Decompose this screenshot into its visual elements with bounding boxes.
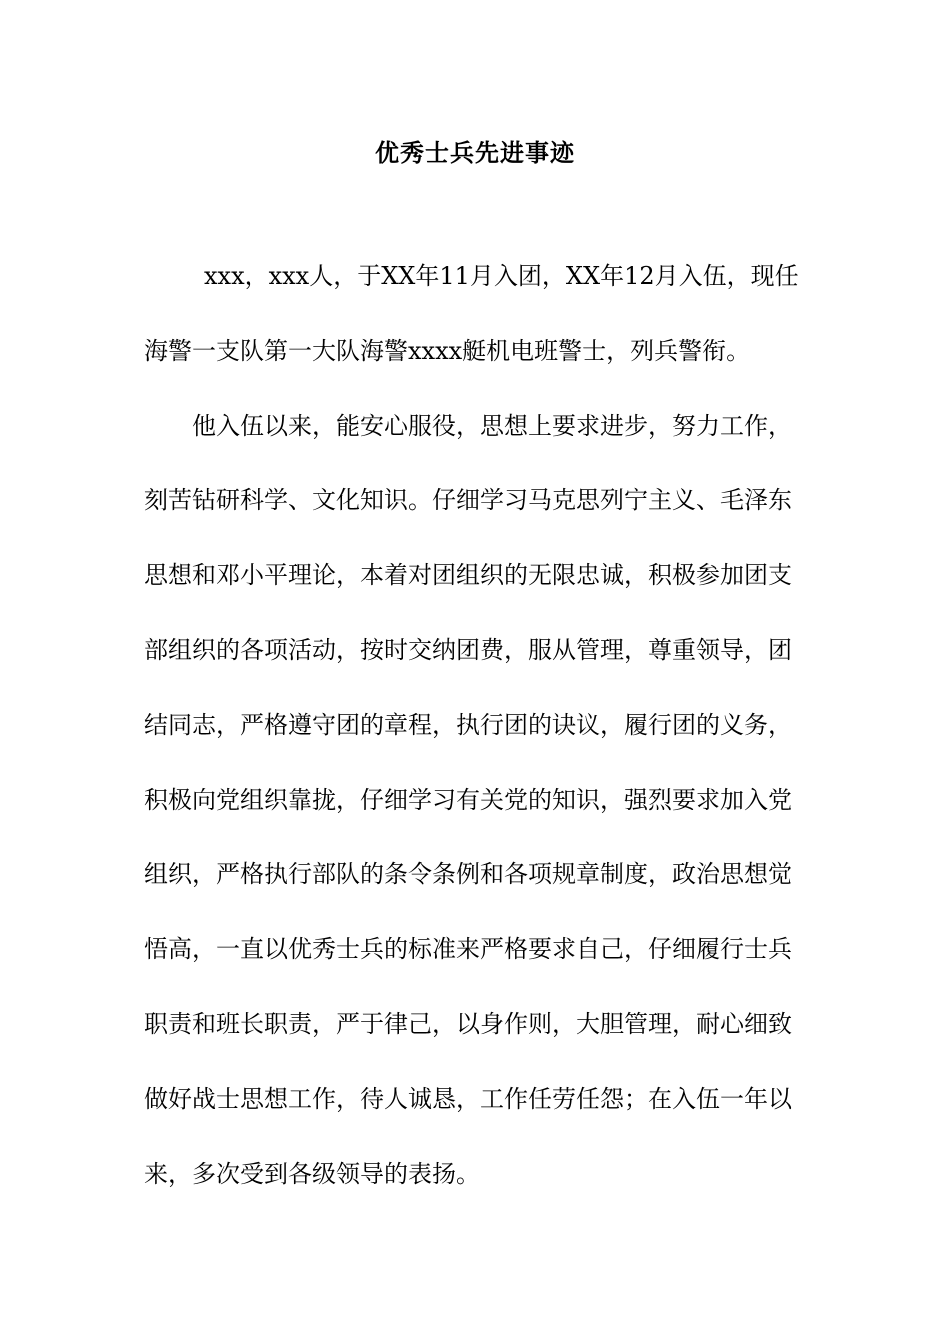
text-line: 结同志，严格遵守团的章程，执行团的诀议，履行团的义务， xyxy=(144,710,792,739)
document-body xyxy=(144,255,816,1227)
text-line: 做好战士思想工作，待人诚恳，工作任劳任怨；在入伍一年以 xyxy=(144,1084,792,1113)
text-line: 刻苦钻研科学、文化知识。仔细学习马克思列宁主义、毛泽东 xyxy=(144,486,792,515)
text-line: 海警一支队第一大队海警xxxx艇机电班警士，列兵警衔。 xyxy=(144,336,751,365)
document-title: 优秀士兵先进事迹 xyxy=(375,138,575,167)
text-line: 思想和邓小平理论，本着对团组织的无限忠诚，积极参加团支 xyxy=(144,561,792,590)
text-line: 职责和班长职责，严于律己，以身作则，大胆管理，耐心细致 xyxy=(144,1009,792,1038)
paragraph-2 xyxy=(144,405,816,1228)
text-line: 积极向党组织靠拢，仔细学习有关党的知识，强烈要求加入党 xyxy=(144,785,792,814)
text-line: xxx，xxx人，于XX年11月入团，XX年12月入伍，现任 xyxy=(204,262,799,290)
text-line: 他入伍以来，能安心服役，思想上要求进步，努力工作， xyxy=(192,411,792,440)
text-line: 来，多次受到各级领导的表扬。 xyxy=(144,1159,480,1188)
text-line: 组织，严格执行部队的条令条例和各项规章制度，政治思想觉 xyxy=(144,860,792,889)
text-line: 部组织的各项活动，按时交纳团费，服从管理，尊重领导，团 xyxy=(144,635,792,664)
text-line: 悟高，一直以优秀士兵的标准来严格要求自己，仔细履行士兵 xyxy=(144,935,792,964)
paragraph-1 xyxy=(144,255,816,405)
